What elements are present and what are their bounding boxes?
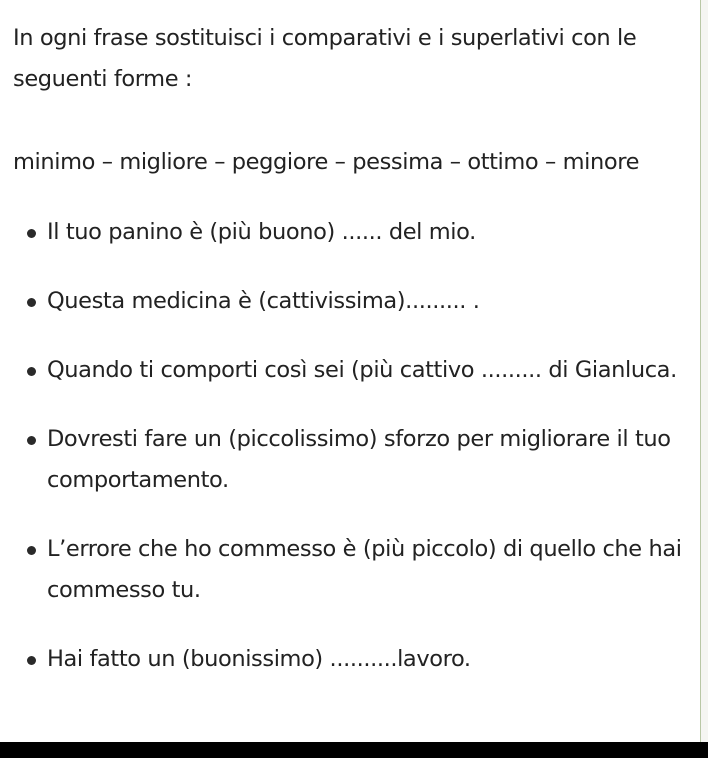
- word-forms-list: minimo – migliore – peggiore – pessima – ottimo – minore: [13, 149, 640, 175]
- bottom-bar: [0, 742, 708, 758]
- bullet-icon: [27, 546, 36, 555]
- exercise-text: Hai fatto un (buonissimo) ..........lavoro.: [47, 646, 471, 672]
- page-edge: [700, 0, 708, 742]
- bullet-icon: [27, 298, 36, 307]
- bullet-icon: [27, 229, 36, 238]
- exercise-item-4: [13, 419, 693, 501]
- exercise-item-1: [13, 212, 693, 253]
- exercise-content: [13, 18, 693, 708]
- exercise-text: Dovresti fare un (piccolissimo) sforzo per migliorare il tuo comportamento.: [47, 426, 671, 493]
- bullet-icon: [27, 656, 36, 665]
- bullet-icon: [27, 436, 36, 445]
- instructions-text: In ogni frase sostituisci i comparativi e i superlativi con le seguenti forme :: [13, 25, 637, 92]
- exercise-item-5: [13, 529, 693, 611]
- exercise-list: [13, 212, 693, 680]
- exercise-text: L’errore che ho commesso è (più piccolo) di quello che hai commesso tu.: [47, 536, 682, 603]
- exercise-item-6: [13, 639, 693, 680]
- exercise-text: Questa medicina è (cattivissima)......... .: [47, 288, 480, 314]
- exercise-item-3: [13, 350, 693, 391]
- exercise-item-2: [13, 281, 693, 322]
- exercise-text: Quando ti comporti così sei (più cattivo ......... di Gianluca.: [47, 357, 677, 383]
- exercise-text: Il tuo panino è (più buono) ...... del mio.: [47, 219, 476, 245]
- bullet-icon: [27, 367, 36, 376]
